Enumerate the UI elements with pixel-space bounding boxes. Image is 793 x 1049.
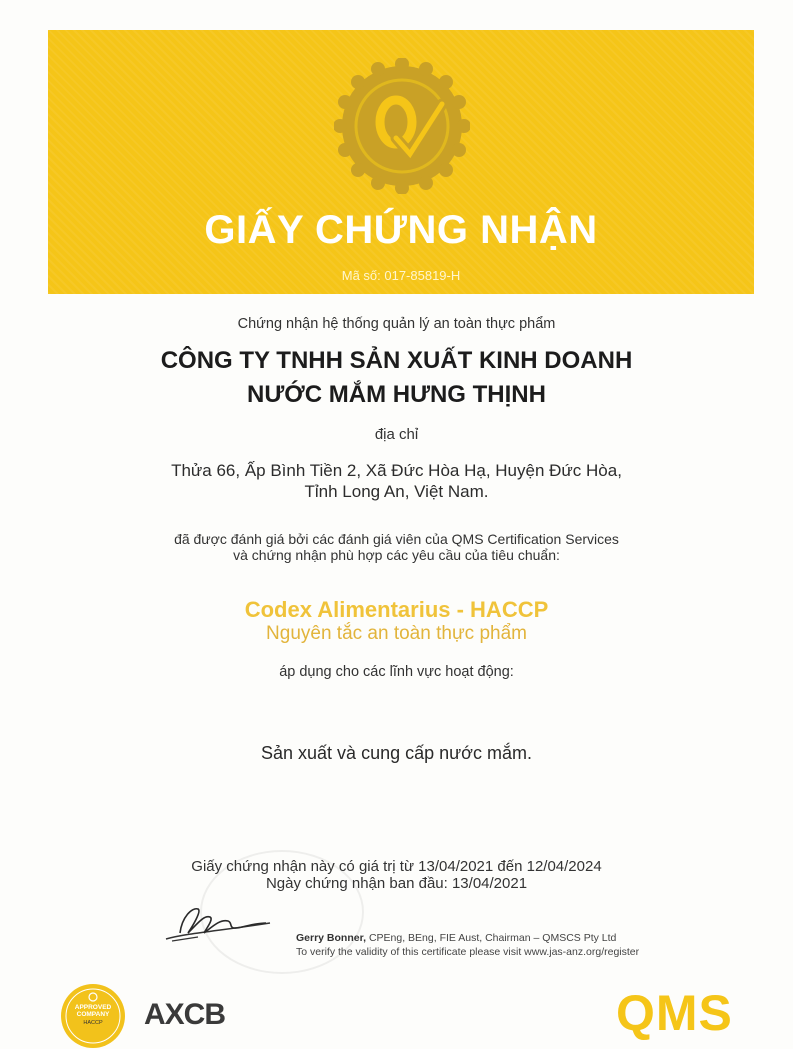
assessment-line2: và chứng nhận phù hợp các yêu cầu của tiêu chuẩn: [233,547,560,563]
address-line2: Tỉnh Long An, Việt Nam. [304,482,489,501]
approved-line2: COMPANY [76,1011,110,1018]
approved-company-badge [60,983,126,1049]
address-line1: Thửa 66, Ấp Bình Tiền 2, Xã Đức Hòa Hạ, Huyện Đức Hòa, [171,461,622,480]
approved-line3: HACCP [83,1020,103,1026]
signer-block [296,931,639,959]
company-name-line2: NƯỚC MẮM HƯNG THỊNH [247,381,546,408]
certificate-title: GIẤY CHỨNG NHẬN [204,208,598,252]
standard-name: Codex Alimentarius - HACCP [244,597,549,622]
approved-line1: APPROVED [74,1004,112,1011]
signature-image [158,893,278,949]
signer-line [296,931,639,945]
validity-line2: Ngày chứng nhận ban đầu: 13/04/2021 [265,875,528,892]
signer-credentials: CPEng, BEng, FIE Aust, Chairman – QMSCS Pty Ltd [366,932,617,944]
company-name-line1: CÔNG TY TNHH SẢN XUẤT KINH DOANH [160,347,633,374]
validity-period [0,858,793,892]
accreditation-logo: AXCB [144,998,226,1031]
address-label: địa chỉ [374,426,419,443]
certificate-intro: Chứng nhận hệ thống quản lý an toàn thực phẩm [237,316,556,332]
company-name [0,344,793,412]
scope-label: áp dụng cho các lĩnh vực hoạt động: [279,664,514,680]
header-banner [48,30,754,294]
standard-subtitle: Nguyên tắc an toàn thực phẩm [266,623,527,644]
assessment-line1: đã được đánh giá bởi các đánh giá viên của QMS Certification Services [174,531,619,547]
company-address [0,460,793,502]
validity-line1: Giấy chứng nhận này có giá trị từ 13/04/2021 đến 12/04/2024 [191,858,602,875]
certificate-code: Mã số: 017-85819-H [341,268,461,283]
signer-name: Gerry Bonner, [296,932,367,944]
assessment-statement [0,531,793,563]
certification-seal-icon [334,58,470,194]
qms-logo: QMS [616,985,733,1041]
scope-text: Sản xuất và cung cấp nước mắm. [261,743,532,763]
verify-note: To verify the validity of this certificate please visit www.jas-anz.org/register [296,946,640,958]
